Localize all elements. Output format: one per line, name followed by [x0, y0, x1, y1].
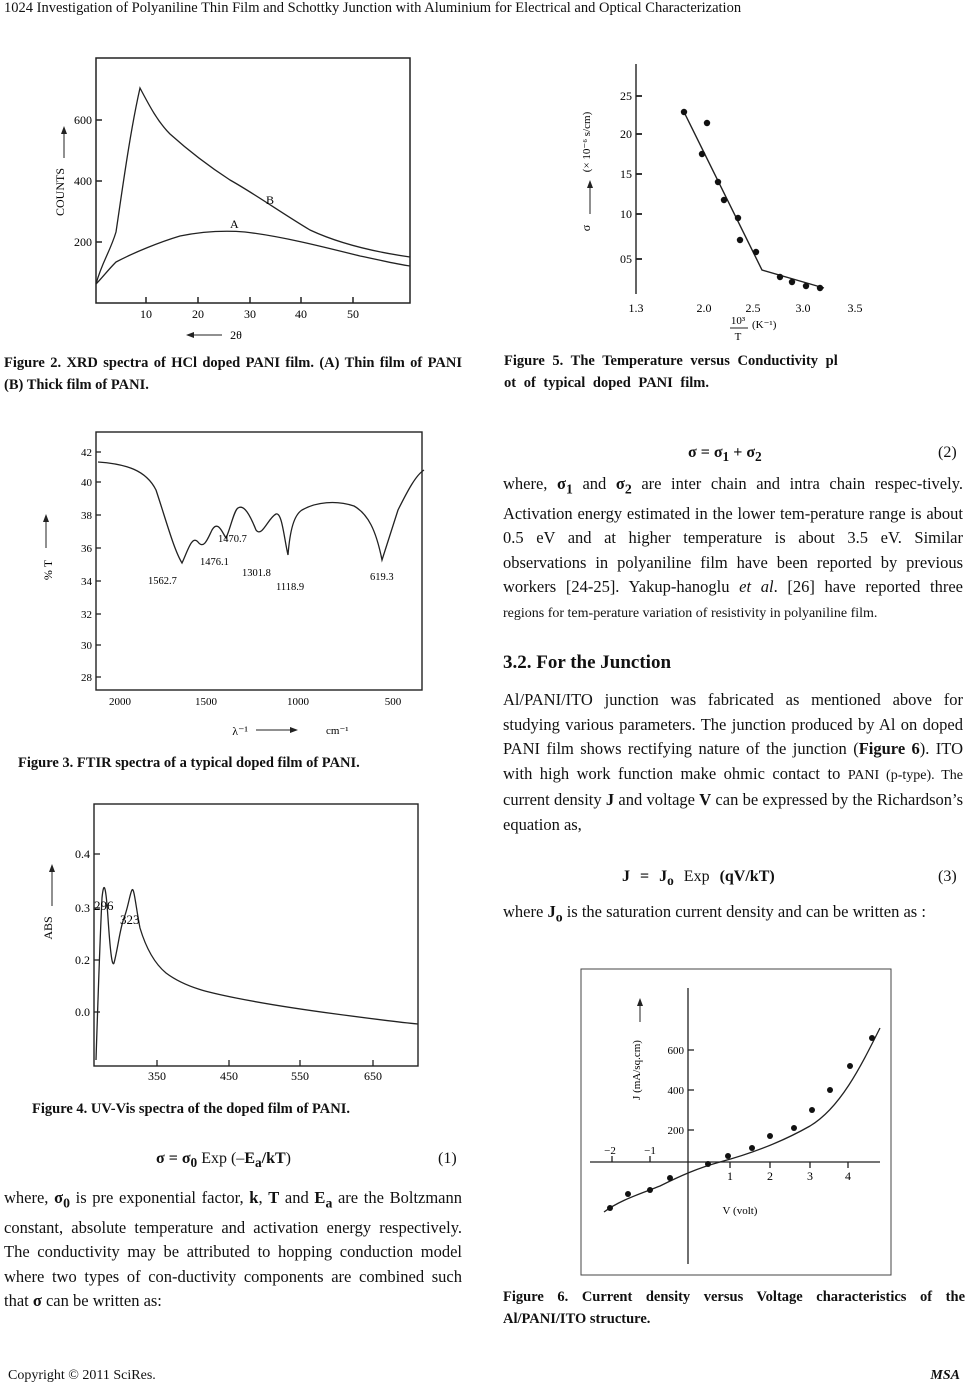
figure-2-xrd	[40, 52, 420, 352]
ytick: 0.2	[75, 953, 90, 967]
ytick: 34	[81, 576, 92, 588]
left-paragraph: where, $\sigma_0$ is pre exponential factor, k, T and $E_a$ are the Boltzmann constant, absolute temperature and activation energy respectively. The conductivity may be attributed to hopping conduction model where two types of con-ductivity components are combined such that σ can be written as:	[4, 1188, 463, 1311]
curve-b-thick-film	[96, 88, 410, 284]
curve-label-b: B	[266, 193, 275, 207]
xtick: 350	[148, 1069, 166, 1083]
right-paragraph-1: where, $\sigma_1$ and $\sigma_2$ are inter chain and intra chain respec-tively. Activation energy estimated in the lower tem-perature range is about 0.5 eV and at higher temperature is about 3.5 eV. Similar observations in polyaniline film have been reported by previous workers [24-25]. Yakup-hanoglu et al. [26] have reported three regions for tem-perature variation of resistivity in polyaniline film.	[503, 474, 964, 621]
y-axis-unit: (× 10⁻⁶ s/cm)	[581, 111, 593, 173]
equation-1: $\sigma = \sigma_0$ Exp $(-E_a/kT)$	[156, 1150, 291, 1171]
xtick: 3.0	[795, 301, 811, 315]
copyright: Copyright © 2011 SciRes.	[8, 1368, 156, 1383]
ytick: 10	[620, 207, 632, 221]
xtick: 3.5	[847, 301, 863, 315]
figure-5-caption: Figure 5. The Temperature versus Conductivity pl ot of typical doped PANI film.	[504, 353, 838, 391]
ytick: 38	[81, 510, 92, 522]
xtick: 40	[295, 307, 307, 321]
equation-3-number: (3)	[938, 868, 957, 885]
figure-3-ftir	[36, 420, 428, 738]
plot-frame	[96, 432, 422, 690]
ytick: 0.3	[75, 901, 90, 915]
x-axis-unit: cm⁻¹	[326, 725, 349, 737]
xtick: 2.5	[745, 301, 761, 315]
ytick: 600	[667, 1045, 684, 1057]
xtick: 1	[727, 1169, 733, 1183]
y-axis-label: ABS	[41, 916, 55, 940]
figure-3-caption: Figure 3. FTIR spectra of a typical doped film of PANI.	[18, 755, 360, 771]
figure-6-jv	[580, 968, 892, 1278]
curve-label-a: A	[230, 217, 239, 231]
ytick: 0.4	[75, 847, 90, 861]
ytick: 15	[620, 167, 632, 181]
section-heading: 3.2. For the Junction	[503, 652, 672, 673]
y-axis-label: σ	[579, 224, 593, 232]
peak-label: 296	[94, 898, 114, 913]
peak-label: 1562.7	[148, 576, 177, 587]
y-axis-label: COUNTS	[53, 167, 67, 217]
figure-4-uvvis	[36, 798, 426, 1088]
xtick: 50	[347, 307, 359, 321]
xtick: 2	[767, 1169, 773, 1183]
y-axis-label: % T	[41, 559, 55, 581]
right-paragraph-3: where $J_o$ is the saturation current density and can be written as :	[503, 902, 926, 925]
fit-line	[684, 112, 824, 288]
ytick: 40	[81, 477, 92, 489]
equation-3: $J = J_o$ Exp (qV/kT)	[622, 868, 775, 889]
figure-5-conductivity	[568, 56, 904, 346]
equation-1-number: (1)	[438, 1150, 457, 1167]
xtick: 500	[384, 696, 402, 708]
xtick: 10	[140, 307, 152, 321]
jv-curve	[604, 1028, 880, 1212]
xtick: 30	[244, 307, 256, 321]
ytick: 0.0	[75, 1005, 90, 1019]
xtick: 650	[364, 1069, 382, 1083]
peak-label: 1301.8	[242, 568, 271, 579]
x-axis-label: λ⁻¹	[232, 724, 248, 738]
data-points	[607, 1035, 875, 1211]
x-axis-unit: (K⁻¹)	[752, 319, 777, 331]
xtick: 4	[845, 1169, 851, 1183]
equation-2: $\sigma = \sigma_1 + \sigma_2$	[688, 444, 762, 465]
ytick: 32	[81, 609, 92, 621]
xtick: −1	[644, 1145, 656, 1157]
running-header	[4, 0, 741, 17]
curve-a-thin-film	[96, 231, 410, 284]
xtick: 20	[192, 307, 204, 321]
peak-label: 323	[120, 912, 140, 927]
ftir-spectrum-curve	[98, 462, 424, 563]
page-number: 1024	[4, 0, 33, 16]
peak-label: 1476.1	[200, 557, 229, 568]
y-axis-label: J (mA/sq.cm)	[631, 1040, 643, 1100]
peak-label: 619.3	[370, 572, 394, 583]
ytick: 36	[81, 543, 92, 555]
running-title: Investigation of Polyaniline Thin Film and Schottky Junction with Aluminium for Electrical and Optical Characterization	[36, 0, 742, 16]
xtick: 3	[807, 1169, 813, 1183]
xtick: 1500	[195, 696, 217, 708]
ytick: 400	[74, 174, 92, 188]
figure-4-caption: Figure 4. UV-Vis spectra of the doped film of PANI.	[32, 1101, 351, 1117]
ytick: 05	[620, 252, 632, 266]
ytick: 30	[81, 640, 92, 652]
xtick: 2000	[109, 696, 131, 708]
equation-2-number: (2)	[938, 444, 957, 461]
xtick: 2.0	[696, 301, 712, 315]
figure-6-caption: Figure 6. Current density versus Voltage characteristics of the Al/PANI/ITO structure.	[503, 1289, 965, 1327]
ytick: 200	[667, 1125, 684, 1137]
ytick: 600	[74, 113, 92, 127]
xtick: −2	[604, 1145, 616, 1157]
xtick: 1.3	[628, 301, 644, 315]
ytick: 20	[620, 127, 632, 141]
x-label-numerator: 10³	[730, 315, 746, 327]
ytick: 42	[81, 447, 92, 459]
x-axis-label: 2θ	[230, 328, 242, 342]
ytick: 25	[620, 89, 632, 103]
figure-2-caption: Figure 2. XRD spectra of HCl doped PANI film. (A) Thin film of PANI (B) Thick film of PANI.	[4, 355, 462, 393]
x-label-denominator: T	[734, 331, 742, 343]
xtick: 1000	[287, 696, 309, 708]
figure-frame	[581, 969, 891, 1275]
x-axis-label: V (volt)	[722, 1205, 758, 1217]
journal-abbrev: MSA	[930, 1368, 960, 1383]
xtick: 550	[291, 1069, 309, 1083]
ytick: 400	[667, 1085, 684, 1097]
peak-label: 1470.7	[218, 534, 247, 545]
xtick: 450	[220, 1069, 238, 1083]
ytick: 200	[74, 235, 92, 249]
peak-label: 1118.9	[276, 582, 305, 593]
right-paragraph-2: Al/PANI/ITO junction was fabricated as mentioned above for studying various parameters. The junction produced by Al on doped PANI film shows rectifying nature of the junction (Figure 6). ITO with high work function make ohmic contact to PANI (p-type). The current density J and voltage V can be expressed by the Richardson’s equation as,	[503, 690, 964, 834]
ytick: 28	[81, 672, 92, 684]
data-points	[681, 109, 823, 291]
uvvis-spectrum-curve	[96, 888, 418, 1060]
